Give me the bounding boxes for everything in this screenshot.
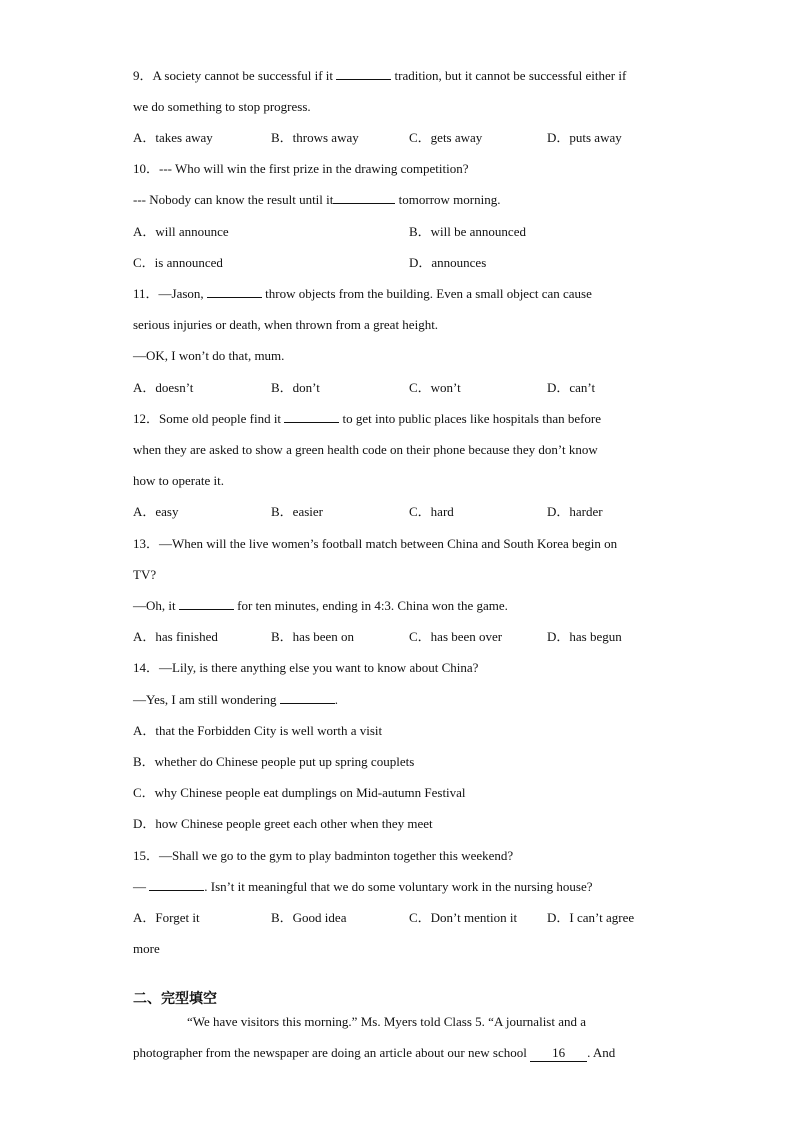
q11-option-b: B．don’t [271, 380, 320, 395]
q9-stem: 9．A society cannot be successful if it tradition, but it cannot be successful either if [133, 68, 627, 83]
q12-option-d: D．harder [547, 504, 603, 519]
q12-option-b: B．easier [271, 504, 323, 519]
q13-option-a: A．has finished [133, 629, 218, 644]
q10-option-d: D．announces [409, 255, 487, 270]
q14-option-b: B．whether do Chinese people put up spring couplets [133, 754, 415, 769]
passage-line-1: “We have visitors this morning.” Ms. Myers told Class 5. “A journalist and a [187, 1014, 587, 1029]
q11-option-c: C．won’t [409, 380, 461, 395]
q14-option-a: A．that the Forbidden City is well worth a visit [133, 723, 383, 738]
q14-option-c: C．why Chinese people eat dumplings on Mid-autumn Festival [133, 785, 466, 800]
q10-stem: 10．--- Who will win the first prize in the drawing competition? [133, 161, 469, 176]
q10-stem-line2: --- Nobody can know the result until it tomorrow morning. [133, 192, 501, 207]
q15-option-b: B．Good idea [271, 910, 347, 925]
q9-option-b: B．throws away [271, 130, 359, 145]
answer-blank [179, 609, 234, 610]
q14-stem-line2: —Yes, I am still wondering . [133, 692, 338, 707]
answer-blank [149, 890, 204, 891]
q13-stem-line2: TV? [133, 567, 157, 582]
q11-option-a: A．doesn’t [133, 380, 194, 395]
q11-option-d: D．can’t [547, 380, 596, 395]
q13-stem: 13．—When will the live women’s football match between China and South Korea begin on [133, 536, 618, 551]
answer-blank [284, 422, 339, 423]
q12-option-c: C．hard [409, 504, 454, 519]
q9-stem-line2: we do something to stop progress. [133, 99, 311, 114]
q15-option-c: C．Don’t mention it [409, 910, 518, 925]
section-heading: 二、完型填空 [133, 991, 217, 1007]
q15-stem: 15．—Shall we go to the gym to play badminton together this weekend? [133, 848, 514, 863]
q12-option-a: A．easy [133, 504, 179, 519]
q13-stem-line3: —Oh, it for ten minutes, ending in 4:3. China won the game. [133, 598, 508, 613]
q15-stem-line2: — . Isn’t it meaningful that we do some voluntary work in the nursing house? [133, 879, 593, 894]
answer-blank [336, 79, 391, 80]
q12-stem-line2: when they are asked to show a green health code on their phone because they don’t know [133, 442, 598, 457]
q11-stem-line3: —OK, I won’t do that, mum. [133, 348, 285, 363]
cloze-blank-16: 16 [530, 1045, 587, 1062]
answer-blank [207, 297, 262, 298]
q14-option-d: D．how Chinese people greet each other when they meet [133, 816, 433, 831]
q13-option-c: C．has been over [409, 629, 503, 644]
q10-option-c: C．is announced [133, 255, 223, 270]
answer-blank [333, 203, 395, 204]
passage-line-2: photographer from the newspaper are doing an article about our new school 16 . And [133, 1045, 616, 1060]
q10-option-b: B．will be announced [409, 224, 526, 239]
q11-stem-line2: serious injuries or death, when thrown from a great height. [133, 317, 439, 332]
q11-stem: 11．—Jason, throw objects from the building. Even a small object can cause [133, 286, 592, 301]
q9-option-d: D．puts away [547, 130, 622, 145]
q14-stem: 14．—Lily, is there anything else you want to know about China? [133, 660, 479, 675]
answer-blank [280, 703, 335, 704]
q15-option-a: A．Forget it [133, 910, 200, 925]
q15-option-d: D．I can’t agree [547, 910, 635, 925]
q13-option-b: B．has been on [271, 629, 355, 644]
q9-option-c: C．gets away [409, 130, 483, 145]
q15-option-d-wrap: more [133, 941, 160, 956]
q13-option-d: D．has begun [547, 629, 622, 644]
q10-option-a: A．will announce [133, 224, 229, 239]
q12-stem-line3: how to operate it. [133, 473, 224, 488]
q12-stem: 12．Some old people find it to get into public places like hospitals than before [133, 411, 602, 426]
q9-option-a: A．takes away [133, 130, 213, 145]
